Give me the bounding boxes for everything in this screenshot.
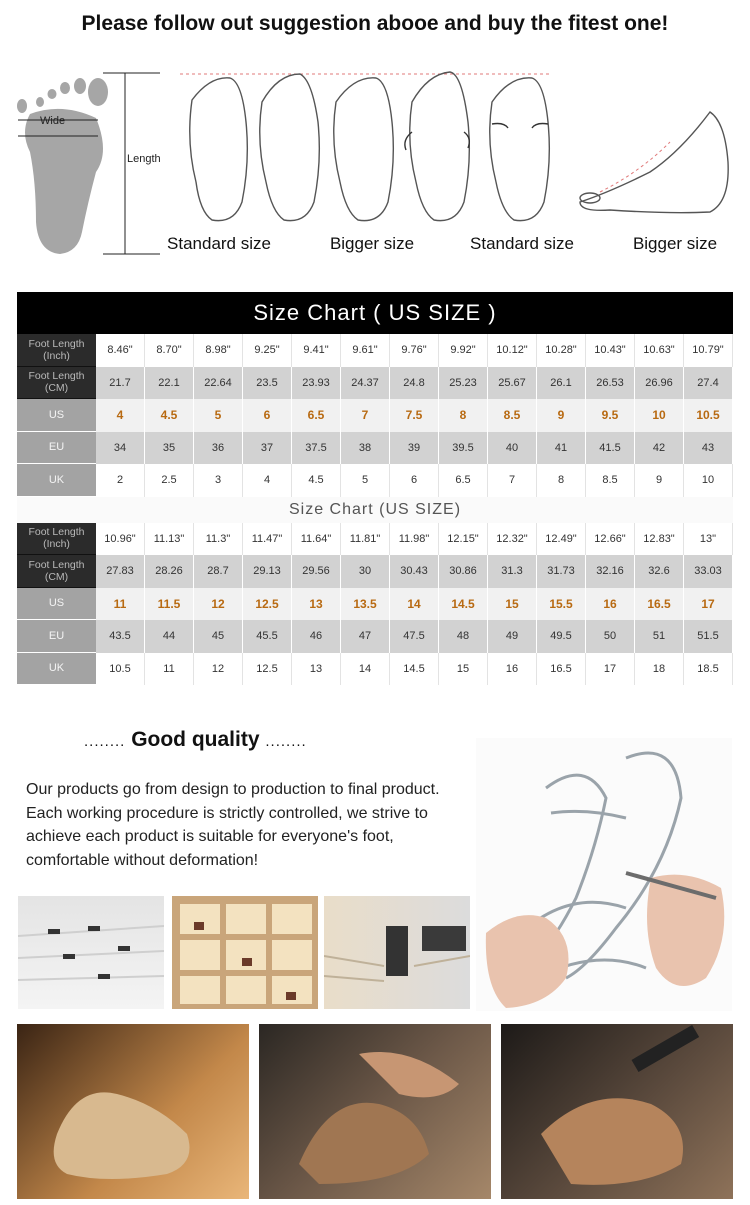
size-cell: 13" bbox=[684, 523, 733, 556]
foot-length-inch-row bbox=[17, 523, 733, 556]
size-cell: 25.23 bbox=[439, 367, 488, 400]
size-cell: 12.83" bbox=[635, 523, 684, 556]
size-cell: 24.37 bbox=[341, 367, 390, 400]
row-header: US bbox=[17, 399, 96, 432]
row-header: Foot Length (CM) bbox=[17, 367, 96, 400]
size-cell: 28.26 bbox=[145, 555, 194, 588]
size-cell: 17 bbox=[684, 588, 733, 621]
size-cell: 46 bbox=[292, 620, 341, 653]
row-header: EU bbox=[17, 620, 96, 653]
size-cell: 3 bbox=[194, 464, 243, 497]
quality-dots-right: ........ bbox=[265, 733, 307, 750]
store-photo-2 bbox=[172, 896, 318, 1009]
size-cell: 32.6 bbox=[635, 555, 684, 588]
length-label: Length bbox=[127, 153, 161, 165]
size-cell: 34 bbox=[96, 432, 145, 465]
size-cell: 2 bbox=[96, 464, 145, 497]
size-cell: 12.15" bbox=[439, 523, 488, 556]
size-cell: 18.5 bbox=[684, 653, 733, 686]
size-cell: 35 bbox=[145, 432, 194, 465]
size-cell: 6 bbox=[243, 399, 292, 432]
size-cell: 28.7 bbox=[194, 555, 243, 588]
size-cell: 9.5 bbox=[586, 399, 635, 432]
size-cell: 24.8 bbox=[390, 367, 439, 400]
size-cell: 11.47" bbox=[243, 523, 292, 556]
headline: Please follow out suggestion abooe and buy the fitest one! bbox=[81, 12, 669, 35]
size-cell: 8 bbox=[439, 399, 488, 432]
size-cell: 10 bbox=[684, 464, 733, 497]
size-cell: 30.86 bbox=[439, 555, 488, 588]
size-chart-part-2 bbox=[17, 523, 733, 686]
wide-label: Wide bbox=[40, 115, 66, 127]
row-header: Foot Length (CM) bbox=[17, 555, 96, 588]
eu-size-row bbox=[17, 620, 733, 653]
size-cell: 12.32" bbox=[488, 523, 537, 556]
size-cell: 15.5 bbox=[537, 588, 586, 621]
size-cell: 31.3 bbox=[488, 555, 537, 588]
size-cell: 29.13 bbox=[243, 555, 292, 588]
row-header: UK bbox=[17, 653, 96, 686]
standard-size-label-1: Standard size bbox=[167, 234, 271, 253]
size-cell: 12 bbox=[194, 653, 243, 686]
size-cell: 16 bbox=[488, 653, 537, 686]
size-cell: 12.49" bbox=[537, 523, 586, 556]
size-cell: 23.5 bbox=[243, 367, 292, 400]
size-cell: 8.70" bbox=[145, 334, 194, 367]
quality-dots-left: ........ bbox=[84, 733, 126, 750]
size-cell: 16.5 bbox=[537, 653, 586, 686]
size-cell: 11.64" bbox=[292, 523, 341, 556]
row-header: EU bbox=[17, 432, 96, 465]
size-cell: 51.5 bbox=[684, 620, 733, 653]
size-cell: 21.7 bbox=[96, 367, 145, 400]
size-cell: 11.13" bbox=[145, 523, 194, 556]
size-cell: 10.63" bbox=[635, 334, 684, 367]
size-cell: 9.41" bbox=[292, 334, 341, 367]
size-cell: 9 bbox=[635, 464, 684, 497]
size-cell: 47.5 bbox=[390, 620, 439, 653]
size-cell: 8.5 bbox=[586, 464, 635, 497]
size-cell: 9 bbox=[537, 399, 586, 432]
quality-paragraph: Our products go from design to production to final product. Each working procedure is strictly controlled, we strive to achieve each product is suitable for everyone's foot, comfortable without deformation! bbox=[26, 781, 440, 869]
foot-measurement-illustration bbox=[10, 62, 740, 282]
size-chart-subtitle: Size Chart (US SIZE) bbox=[17, 497, 733, 523]
size-cell: 26.1 bbox=[537, 367, 586, 400]
size-cell: 39 bbox=[390, 432, 439, 465]
size-cell: 43.5 bbox=[96, 620, 145, 653]
size-cell: 17 bbox=[586, 653, 635, 686]
size-cell: 13.5 bbox=[341, 588, 390, 621]
size-cell: 5 bbox=[194, 399, 243, 432]
size-cell: 9.61" bbox=[341, 334, 390, 367]
size-cell: 7 bbox=[488, 464, 537, 497]
size-cell: 33.03 bbox=[684, 555, 733, 588]
size-cell: 10.43" bbox=[586, 334, 635, 367]
size-cell: 15 bbox=[439, 653, 488, 686]
foot-length-cm-row bbox=[17, 367, 733, 400]
size-cell: 12 bbox=[194, 588, 243, 621]
size-cell: 50 bbox=[586, 620, 635, 653]
size-cell: 4 bbox=[96, 399, 145, 432]
size-cell: 9.92" bbox=[439, 334, 488, 367]
size-cell: 12.66" bbox=[586, 523, 635, 556]
size-cell: 8 bbox=[537, 464, 586, 497]
quality-heading bbox=[84, 728, 307, 752]
size-cell: 37.5 bbox=[292, 432, 341, 465]
size-cell: 10.5 bbox=[684, 399, 733, 432]
size-cell: 26.53 bbox=[586, 367, 635, 400]
size-cell: 12.5 bbox=[243, 653, 292, 686]
craft-photo-shoe-last bbox=[17, 1024, 249, 1199]
size-cell: 15 bbox=[488, 588, 537, 621]
size-cell: 26.96 bbox=[635, 367, 684, 400]
footprint-icon bbox=[17, 78, 108, 254]
size-cell: 10.12" bbox=[488, 334, 537, 367]
bigger-size-label-1: Bigger size bbox=[329, 234, 415, 253]
standard-size-label-2: Standard size bbox=[470, 234, 574, 253]
size-cell: 6.5 bbox=[439, 464, 488, 497]
size-cell: 51 bbox=[635, 620, 684, 653]
size-cell: 7 bbox=[341, 399, 390, 432]
size-cell: 11.5 bbox=[145, 588, 194, 621]
size-cell: 13 bbox=[292, 588, 341, 621]
size-cell: 39.5 bbox=[439, 432, 488, 465]
size-cell: 37 bbox=[243, 432, 292, 465]
size-cell: 11 bbox=[145, 653, 194, 686]
size-chart-title: Size Chart ( US SIZE ) bbox=[17, 292, 733, 334]
size-cell: 32.16 bbox=[586, 555, 635, 588]
size-cell: 8.5 bbox=[488, 399, 537, 432]
size-cell: 45.5 bbox=[243, 620, 292, 653]
store-photo-1 bbox=[18, 896, 164, 1009]
size-cell: 6 bbox=[390, 464, 439, 497]
size-cell: 25.67 bbox=[488, 367, 537, 400]
row-header: Foot Length (Inch) bbox=[17, 334, 96, 367]
size-cell: 11.98" bbox=[390, 523, 439, 556]
size-cell: 9.25" bbox=[243, 334, 292, 367]
size-cell: 14 bbox=[390, 588, 439, 621]
size-cell: 5 bbox=[341, 464, 390, 497]
size-cell: 4 bbox=[243, 464, 292, 497]
craft-photo-hand-shaping bbox=[259, 1024, 491, 1199]
size-cell: 47 bbox=[341, 620, 390, 653]
us-size-row bbox=[17, 399, 733, 432]
size-cell: 14.5 bbox=[439, 588, 488, 621]
row-header: Foot Length (Inch) bbox=[17, 523, 96, 556]
size-cell: 29.56 bbox=[292, 555, 341, 588]
size-cell: 36 bbox=[194, 432, 243, 465]
size-cell: 10.96" bbox=[96, 523, 145, 556]
size-cell: 2.5 bbox=[145, 464, 194, 497]
row-header: US bbox=[17, 588, 96, 621]
size-cell: 8.98" bbox=[194, 334, 243, 367]
bigger-size-label-2: Bigger size bbox=[632, 234, 718, 253]
size-chart-table bbox=[17, 292, 733, 685]
size-cell: 10 bbox=[635, 399, 684, 432]
size-cell: 43 bbox=[684, 432, 733, 465]
foot-length-cm-row bbox=[17, 555, 733, 588]
size-cell: 30 bbox=[341, 555, 390, 588]
size-cell: 38 bbox=[341, 432, 390, 465]
size-cell: 42 bbox=[635, 432, 684, 465]
arrow-icons bbox=[405, 124, 548, 151]
size-cell: 4.5 bbox=[292, 464, 341, 497]
eu-size-row bbox=[17, 432, 733, 465]
size-cell: 6.5 bbox=[292, 399, 341, 432]
foot-outline-icons bbox=[190, 72, 728, 221]
size-cell: 49 bbox=[488, 620, 537, 653]
size-cell: 4.5 bbox=[145, 399, 194, 432]
row-header: UK bbox=[17, 464, 96, 497]
size-cell: 8.46" bbox=[96, 334, 145, 367]
uk-size-row bbox=[17, 464, 733, 497]
size-cell: 22.1 bbox=[145, 367, 194, 400]
size-cell: 31.73 bbox=[537, 555, 586, 588]
size-cell: 16 bbox=[586, 588, 635, 621]
size-cell: 27.83 bbox=[96, 555, 145, 588]
size-cell: 11.81" bbox=[341, 523, 390, 556]
size-cell: 10.5 bbox=[96, 653, 145, 686]
store-photo-3 bbox=[324, 896, 470, 1009]
size-cell: 48 bbox=[439, 620, 488, 653]
quality-title: Good quality bbox=[131, 728, 260, 751]
size-cell: 13 bbox=[292, 653, 341, 686]
size-cell: 49.5 bbox=[537, 620, 586, 653]
size-cell: 22.64 bbox=[194, 367, 243, 400]
sandal-sketch-image bbox=[476, 738, 732, 1011]
craft-photo-hammering bbox=[501, 1024, 733, 1199]
size-chart-part-1 bbox=[17, 334, 733, 497]
size-cell: 9.76" bbox=[390, 334, 439, 367]
size-cell: 16.5 bbox=[635, 588, 684, 621]
foot-length-inch-row bbox=[17, 334, 733, 367]
size-cell: 45 bbox=[194, 620, 243, 653]
size-cell: 41.5 bbox=[586, 432, 635, 465]
size-cell: 23.93 bbox=[292, 367, 341, 400]
size-cell: 10.79" bbox=[684, 334, 733, 367]
size-cell: 10.28" bbox=[537, 334, 586, 367]
size-cell: 12.5 bbox=[243, 588, 292, 621]
size-cell: 30.43 bbox=[390, 555, 439, 588]
size-cell: 11.3" bbox=[194, 523, 243, 556]
size-cell: 14.5 bbox=[390, 653, 439, 686]
size-cell: 18 bbox=[635, 653, 684, 686]
size-cell: 27.4 bbox=[684, 367, 733, 400]
uk-size-row bbox=[17, 653, 733, 686]
size-cell: 11 bbox=[96, 588, 145, 621]
size-cell: 40 bbox=[488, 432, 537, 465]
size-cell: 14 bbox=[341, 653, 390, 686]
size-cell: 41 bbox=[537, 432, 586, 465]
size-cell: 44 bbox=[145, 620, 194, 653]
us-size-row bbox=[17, 588, 733, 621]
size-cell: 7.5 bbox=[390, 399, 439, 432]
